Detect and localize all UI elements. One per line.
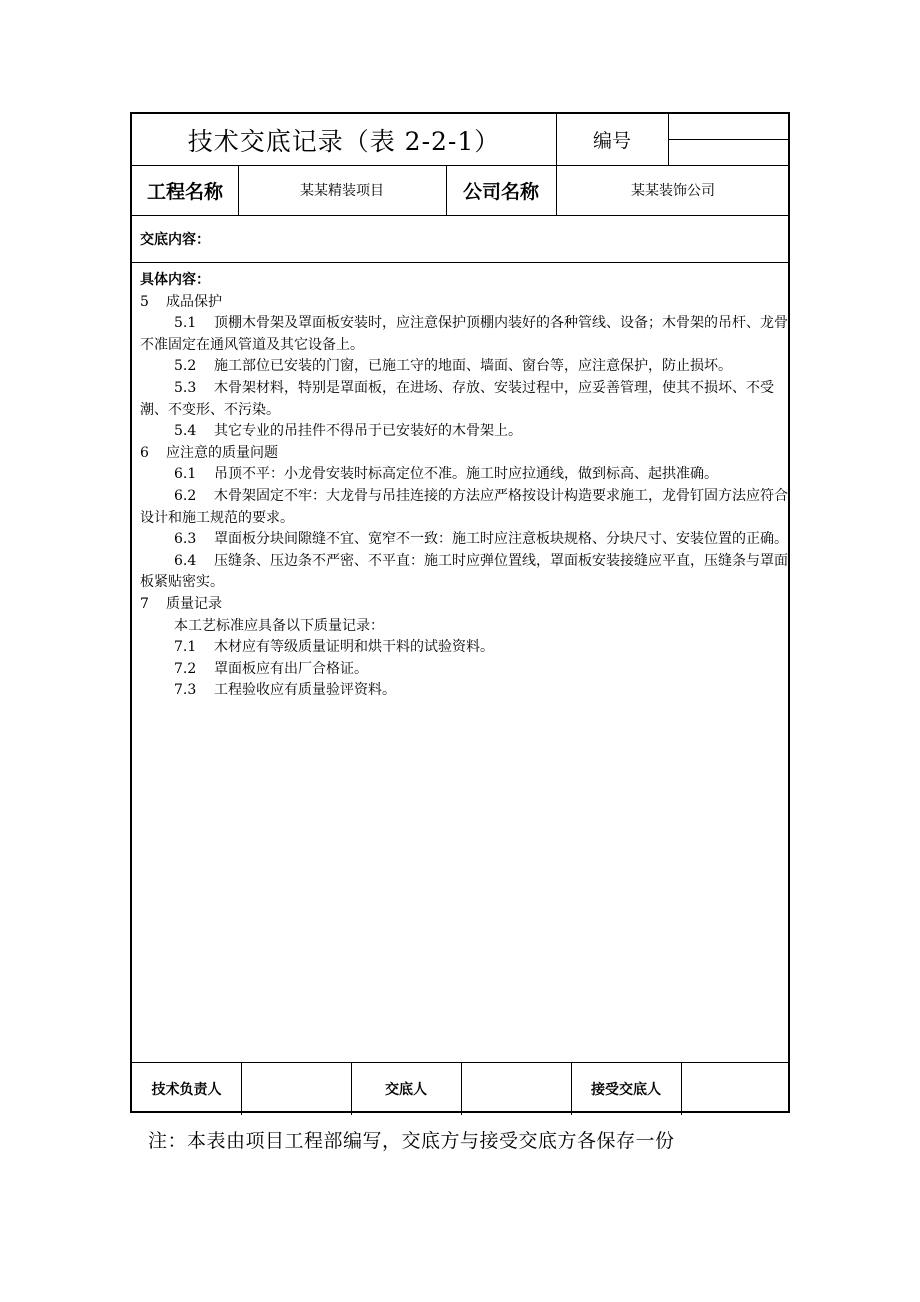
list-item bbox=[140, 529, 788, 551]
section-heading bbox=[140, 292, 788, 314]
list-item bbox=[140, 486, 788, 529]
project-name-label: 工程名称 bbox=[146, 180, 223, 203]
number-value bbox=[668, 114, 790, 139]
item-number: 5.3 bbox=[174, 379, 197, 396]
item-text: 施工部位已安装的门窗，已施工守的地面、墙面、窗台等，应注意保护，防止损坏。 bbox=[214, 358, 732, 375]
section-heading bbox=[140, 594, 788, 616]
list-item bbox=[140, 659, 788, 681]
item-text: 罩面板分块间隙缝不宜、宽窄不一致：施工时应注意板块规格、分块尺寸、安装位置的正确。 bbox=[214, 531, 788, 548]
discloser-label: 交底人 bbox=[385, 1081, 427, 1098]
company-name-value: 某某装饰公司 bbox=[631, 183, 715, 199]
section-number: 5 bbox=[140, 293, 149, 310]
item-number: 6.1 bbox=[174, 466, 197, 483]
item-number: 6.3 bbox=[174, 531, 197, 548]
section-number: 7 bbox=[140, 595, 149, 612]
item-text: 工程验收应有质量验评资料。 bbox=[214, 682, 396, 699]
item-text: 顶棚木骨架及罩面板安装时，应注意保护顶棚内装好的各种管线、设备；木骨架的吊杆、龙骨不准固定在通风管道及其它设备上。 bbox=[140, 315, 788, 353]
form-title: 技术交底记录（表 2-2-1） bbox=[187, 126, 501, 156]
section-intro: 本工艺标准应具备以下质量记录： bbox=[174, 617, 384, 634]
section-title: 成品保护 bbox=[166, 293, 222, 310]
item-text: 木骨架固定不牢：大龙骨与吊挂连接的方法应严格按设计构造要求施工，龙骨钉固方法应符合设计和施工规范的要求。 bbox=[140, 487, 788, 526]
section-title: 质量记录 bbox=[166, 595, 222, 612]
number-label: 编号 bbox=[592, 130, 631, 152]
item-number: 7.3 bbox=[174, 682, 197, 699]
list-item bbox=[140, 356, 788, 378]
section-heading bbox=[140, 443, 788, 465]
item-text: 罩面板应有出厂合格证。 bbox=[214, 660, 368, 677]
list-item bbox=[140, 378, 788, 421]
item-text: 其它专业的吊挂件不得吊于已安装好的木骨架上。 bbox=[214, 423, 522, 440]
footnote: 注：本表由项目工程部编写，交底方与接受交底方各保存一份 bbox=[148, 1130, 675, 1152]
receiver-label: 接受交底人 bbox=[591, 1081, 661, 1098]
item-text: 吊顶不平：小龙骨安装时标高定位不准。施工时应拉通线，做到标高、起拱准确。 bbox=[214, 466, 718, 483]
section-number: 6 bbox=[140, 444, 149, 461]
list-item bbox=[140, 680, 788, 702]
list-item bbox=[140, 464, 788, 486]
list-item bbox=[140, 637, 788, 659]
detail-content bbox=[140, 270, 788, 702]
row-divider bbox=[132, 215, 788, 216]
discloser-value bbox=[461, 1062, 571, 1115]
sections-list bbox=[140, 292, 788, 702]
receiver-value bbox=[681, 1062, 790, 1115]
row-divider bbox=[132, 262, 788, 263]
item-text: 木骨架材料，特别是罩面板，在进场、存放、安装过程中，应妥善管理，使其不损坏、不受潮、不变形、不污染。 bbox=[140, 379, 774, 418]
list-item bbox=[140, 551, 788, 594]
item-number: 5.2 bbox=[174, 358, 197, 375]
tech-lead-value bbox=[241, 1062, 351, 1115]
item-number: 7.1 bbox=[174, 639, 197, 656]
item-number: 5.4 bbox=[174, 423, 197, 440]
number-cell-divider bbox=[668, 139, 788, 140]
section-title: 应注意的质量问题 bbox=[166, 444, 278, 461]
company-name-label: 公司名称 bbox=[462, 180, 539, 203]
item-number: 5.1 bbox=[174, 315, 197, 332]
item-number: 7.2 bbox=[174, 660, 197, 677]
tech-lead-label: 技术负责人 bbox=[151, 1081, 222, 1098]
disclosure-content-label: 交底内容： bbox=[140, 231, 210, 248]
disclosure-form bbox=[130, 112, 790, 1113]
project-name-value: 某某精装项目 bbox=[300, 183, 384, 199]
item-text: 压缝条、压边条不严密、不平直：施工时应弹位置线，罩面板安装接缝应平直，压缝条与罩面板紧贴密实。 bbox=[140, 552, 788, 591]
list-item bbox=[140, 421, 788, 443]
item-number: 6.4 bbox=[174, 552, 197, 569]
list-item bbox=[140, 313, 788, 356]
details-label: 具体内容： bbox=[140, 272, 210, 288]
item-number: 6.2 bbox=[174, 487, 197, 504]
item-text: 木材应有等级质量证明和烘干料的试验资料。 bbox=[214, 639, 494, 656]
